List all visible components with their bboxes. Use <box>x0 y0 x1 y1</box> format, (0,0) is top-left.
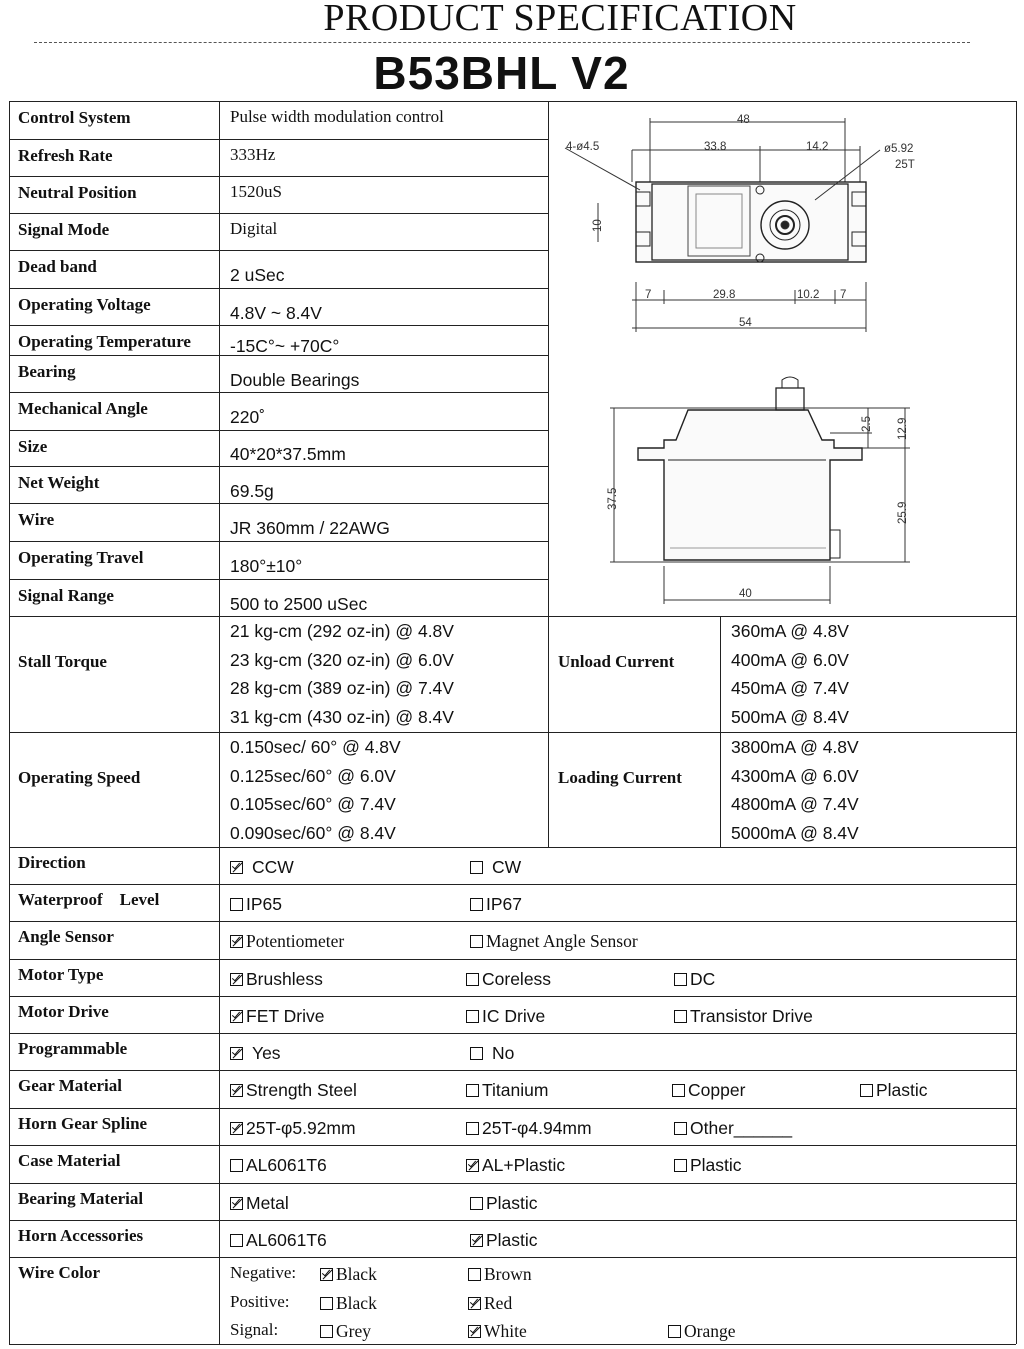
title-divider <box>34 42 970 43</box>
unchecked-box-icon <box>466 973 479 986</box>
option-checkbox[interactable] <box>674 1118 792 1139</box>
grid-line <box>219 101 220 1344</box>
option-text: IP65 <box>246 894 282 914</box>
unchecked-box-icon <box>674 1010 687 1023</box>
speed-value: 0.125sec/60° @ 6.0V <box>230 765 396 786</box>
option-checkbox[interactable] <box>466 1155 565 1176</box>
wire-color-text: Black <box>336 1264 377 1284</box>
wire-color-text: Grey <box>336 1321 371 1341</box>
checked-box-icon <box>466 1159 479 1172</box>
checked-box-icon <box>470 1234 483 1247</box>
wire-color-checkbox[interactable] <box>468 1264 532 1285</box>
unchecked-box-icon <box>466 1122 479 1135</box>
stall-right-label: Unload Current <box>558 652 675 671</box>
unchecked-box-icon <box>320 1297 333 1310</box>
option-checkbox[interactable] <box>230 931 344 952</box>
grid-line <box>9 579 548 580</box>
spec-label: Wire <box>18 510 55 529</box>
wire-color-label: Wire Color <box>18 1263 100 1282</box>
unchecked-box-icon <box>674 973 687 986</box>
unchecked-box-icon <box>470 935 483 948</box>
wire-color-checkbox[interactable] <box>320 1321 371 1342</box>
grid-line <box>9 1145 1016 1146</box>
grid-line <box>9 959 1016 960</box>
stall-value: 23 kg-cm (320 oz-in) @ 6.0V <box>230 649 454 670</box>
spec-value: 40*20*37.5mm <box>230 444 346 464</box>
dim-48: 48 <box>737 114 750 126</box>
wire-color-checkbox[interactable] <box>668 1321 736 1342</box>
dim-37-5: 37.5 <box>607 487 619 510</box>
spec-value: 333Hz <box>230 145 276 164</box>
grid-line <box>9 325 548 326</box>
grid-line <box>9 732 1016 733</box>
unchecked-box-icon <box>466 1084 479 1097</box>
grid-line <box>9 250 548 251</box>
option-label: Horn Gear Spline <box>18 1114 148 1133</box>
option-checkbox[interactable] <box>672 1080 745 1101</box>
dim-25-9: 25.9 <box>897 501 909 524</box>
grid-line <box>9 847 1016 848</box>
spec-value: Digital <box>230 219 278 238</box>
document-title: PRODUCT SPECIFICATION <box>323 0 797 39</box>
grid-line <box>720 616 721 847</box>
wire-color-text: Black <box>336 1292 377 1313</box>
option-text: Potentiometer <box>246 931 345 951</box>
spec-value: 2 uSec <box>230 265 285 285</box>
option-text: Plastic <box>486 1230 538 1250</box>
spec-value: Double Bearings <box>230 370 360 390</box>
option-checkbox[interactable] <box>230 1230 327 1251</box>
servo-dimension-drawing <box>549 102 1015 616</box>
spec-label: Operating Voltage <box>18 295 151 314</box>
option-text: Plastic <box>486 1193 538 1213</box>
option-checkbox[interactable] <box>674 1155 742 1176</box>
option-text: 25T-φ5.92mm <box>246 1118 356 1138</box>
unchecked-box-icon <box>860 1084 873 1097</box>
spec-label: Net Weight <box>18 473 100 492</box>
option-text: Brushless <box>246 969 323 989</box>
wire-color-checkbox[interactable] <box>468 1293 512 1314</box>
grid-line <box>9 921 1016 922</box>
grid-line <box>9 1108 1016 1109</box>
wire-color-text: White <box>484 1321 527 1341</box>
checked-box-icon <box>230 861 243 874</box>
stall-right-value: 500mA @ 8.4V <box>731 706 849 727</box>
unchecked-box-icon <box>230 1234 243 1247</box>
grid-line <box>1016 101 1017 1344</box>
spec-label: Signal Range <box>18 586 114 605</box>
wire-color-text: Orange <box>684 1321 736 1341</box>
option-checkbox[interactable] <box>230 857 294 878</box>
spec-value: 69.5g <box>230 481 274 501</box>
checked-box-icon <box>230 1122 243 1135</box>
grid-line <box>9 101 10 1344</box>
stall-value: 28 kg-cm (389 oz-in) @ 7.4V <box>230 678 454 699</box>
option-checkbox[interactable] <box>230 1080 357 1101</box>
option-text: Strength Steel <box>246 1080 357 1100</box>
dim-40: 40 <box>739 588 752 600</box>
grid-line <box>9 176 548 177</box>
dim-spline-dia: ø5.92 <box>884 143 914 155</box>
option-label: Angle Sensor <box>18 927 114 946</box>
stall-value: 21 kg-cm (292 oz-in) @ 4.8V <box>230 621 454 641</box>
dim-14-2: 14.2 <box>806 141 829 153</box>
speed-right-value: 4300mA @ 6.0V <box>731 765 859 786</box>
option-checkbox[interactable] <box>466 1006 545 1027</box>
unchecked-box-icon <box>674 1122 687 1135</box>
option-checkbox[interactable] <box>230 1006 324 1027</box>
wire-color-checkbox[interactable] <box>320 1264 377 1285</box>
grid-line <box>9 213 548 214</box>
option-text: Plastic <box>876 1080 928 1100</box>
spec-label: Mechanical Angle <box>18 399 148 418</box>
option-checkbox[interactable] <box>470 931 638 952</box>
unchecked-box-icon <box>466 1010 479 1023</box>
spec-label: Control System <box>18 108 131 127</box>
unchecked-box-icon <box>230 1159 243 1172</box>
checked-box-icon <box>230 1010 243 1023</box>
option-text: FET Drive <box>246 1006 325 1026</box>
stall-value: 31 kg-cm (430 oz-in) @ 8.4V <box>230 706 454 727</box>
checked-box-icon <box>230 935 243 948</box>
speed-value: 0.105sec/60° @ 7.4V <box>230 794 396 815</box>
option-text: Transistor Drive <box>690 1006 813 1026</box>
option-text: CW <box>492 857 522 877</box>
grid-line <box>9 1220 1016 1221</box>
option-text: Magnet Angle Sensor <box>486 931 638 951</box>
dim-33-8: 33.8 <box>704 141 727 153</box>
wire-row-name: Negative: <box>230 1263 297 1282</box>
option-checkbox[interactable] <box>470 1193 538 1214</box>
option-text: 25T-φ4.94mm <box>482 1118 592 1138</box>
option-text: AL+Plastic <box>482 1155 566 1175</box>
option-text: IC Drive <box>482 1006 546 1026</box>
grid-line <box>9 1183 1016 1184</box>
option-checkbox[interactable] <box>860 1080 928 1101</box>
spec-value: 1520uS <box>230 182 282 201</box>
stall-right-value: 400mA @ 6.0V <box>731 649 849 670</box>
dim-spline-teeth: 25T <box>895 159 915 171</box>
unchecked-box-icon <box>674 1159 687 1172</box>
option-checkbox[interactable] <box>466 1080 548 1101</box>
option-label: Motor Type <box>18 965 104 984</box>
option-label: Programmable <box>18 1039 128 1058</box>
wire-color-text: Brown <box>484 1264 532 1284</box>
unchecked-box-icon <box>230 898 243 911</box>
spec-label: Neutral Position <box>18 183 137 202</box>
option-checkbox[interactable] <box>230 1155 327 1176</box>
option-checkbox[interactable] <box>470 857 521 878</box>
checked-box-icon <box>230 1084 243 1097</box>
spec-label: Refresh Rate <box>18 146 113 165</box>
speed-value: 0.150sec/ 60° @ 4.8V <box>230 737 401 757</box>
spec-value: 180°±10° <box>230 556 303 576</box>
grid-line <box>9 288 548 289</box>
grid-line <box>9 884 1016 885</box>
checked-box-icon <box>468 1297 481 1310</box>
speed-right-value: 3800mA @ 4.8V <box>731 737 859 757</box>
unchecked-box-icon <box>470 861 483 874</box>
option-text: AL6061T6 <box>246 1230 327 1250</box>
stall-label: Stall Torque <box>18 652 107 671</box>
option-text: Plastic <box>690 1155 742 1175</box>
option-checkbox[interactable] <box>230 1043 281 1064</box>
spec-value: JR 360mm / 22AWG <box>230 518 390 538</box>
option-text: Titanium <box>482 1080 549 1100</box>
option-text: No <box>492 1043 515 1063</box>
spec-value: Pulse width modulation control <box>230 107 444 126</box>
option-checkbox[interactable] <box>470 894 522 915</box>
checked-box-icon <box>230 1197 243 1210</box>
dim-10-2: 10.2 <box>797 289 820 301</box>
option-checkbox[interactable] <box>466 1118 592 1139</box>
unchecked-box-icon <box>468 1268 481 1281</box>
option-text: CCW <box>252 857 294 877</box>
unchecked-box-icon <box>470 898 483 911</box>
grid-line <box>9 1033 1016 1034</box>
checked-box-icon <box>230 973 243 986</box>
option-checkbox[interactable] <box>674 1006 813 1027</box>
dim-54: 54 <box>739 317 752 329</box>
option-text: Yes <box>252 1043 281 1063</box>
spec-label: Signal Mode <box>18 220 110 239</box>
wire-color-checkbox[interactable] <box>320 1293 377 1314</box>
spec-label: Dead band <box>18 257 97 276</box>
grid-line <box>9 1257 1016 1258</box>
dim-12-9: 12.9 <box>897 417 909 440</box>
option-checkbox[interactable] <box>466 969 551 990</box>
checked-box-icon <box>230 1047 243 1060</box>
dim-7a: 7 <box>645 289 652 301</box>
spec-label: Bearing <box>18 362 76 381</box>
stall-right-value: 450mA @ 7.4V <box>731 678 849 699</box>
option-label: Case Material <box>18 1151 121 1170</box>
unchecked-box-icon <box>668 1325 681 1338</box>
grid-line <box>9 1344 1016 1345</box>
option-checkbox[interactable] <box>230 1118 356 1139</box>
option-label: Bearing Material <box>18 1189 144 1208</box>
dim-7b: 7 <box>840 289 847 301</box>
spec-label: Operating Temperature <box>18 332 191 351</box>
model-name: B53BHL V2 <box>373 47 630 99</box>
dim-holes: 4-ø4.5 <box>566 141 600 153</box>
checked-box-icon <box>320 1268 333 1281</box>
dim-2-5: 2.5 <box>861 416 873 432</box>
speed-right-value: 5000mA @ 8.4V <box>731 822 859 843</box>
stall-right-value: 360mA @ 4.8V <box>731 621 849 641</box>
option-checkbox[interactable] <box>470 1043 514 1064</box>
grid-line <box>9 503 548 504</box>
grid-line <box>9 392 548 393</box>
option-text: Other______ <box>690 1118 793 1138</box>
speed-value: 0.090sec/60° @ 8.4V <box>230 822 396 843</box>
wire-row-name: Positive: <box>230 1291 290 1311</box>
grid-line <box>9 541 548 542</box>
grid-line <box>9 996 1016 997</box>
dim-10: 10 <box>592 219 604 232</box>
wire-color-checkbox[interactable] <box>468 1321 527 1342</box>
option-checkbox[interactable] <box>230 1193 289 1214</box>
wire-color-text: Red <box>484 1292 513 1313</box>
grid-line <box>9 139 548 140</box>
side-view-drawing <box>610 377 910 604</box>
unchecked-box-icon <box>470 1197 483 1210</box>
grid-line <box>9 616 1016 617</box>
option-checkbox[interactable] <box>230 969 323 990</box>
grid-line <box>9 466 548 467</box>
option-label: Direction <box>18 853 86 872</box>
spec-value: 4.8V ~ 8.4V <box>230 303 322 323</box>
option-label: Horn Accessories <box>18 1226 144 1245</box>
grid-line <box>9 1070 1016 1071</box>
option-label: Motor Drive <box>18 1002 109 1021</box>
spec-label: Operating Travel <box>18 548 144 567</box>
option-text: DC <box>690 969 716 989</box>
checked-box-icon <box>468 1325 481 1338</box>
spec-value: 220˚ <box>230 407 266 427</box>
option-text: IP67 <box>486 894 522 914</box>
unchecked-box-icon <box>470 1047 483 1060</box>
wire-row-name: Signal: <box>230 1320 279 1339</box>
option-text: Coreless <box>482 969 552 989</box>
option-text: Metal <box>246 1193 289 1213</box>
option-checkbox[interactable] <box>470 1230 538 1251</box>
option-text: AL6061T6 <box>246 1155 327 1175</box>
speed-label: Operating Speed <box>18 768 141 787</box>
speed-right-label: Loading Current <box>558 768 682 787</box>
grid-line <box>9 430 548 431</box>
spec-value: -15C°~ +70C° <box>230 336 340 356</box>
dim-29-8: 29.8 <box>713 289 736 301</box>
speed-right-value: 4800mA @ 7.4V <box>731 794 859 815</box>
option-checkbox[interactable] <box>230 894 282 915</box>
option-label: Gear Material <box>18 1076 123 1095</box>
option-text: Copper <box>688 1080 746 1100</box>
option-label: Waterproof Level <box>18 890 160 909</box>
option-checkbox[interactable] <box>674 969 715 990</box>
unchecked-box-icon <box>672 1084 685 1097</box>
spec-label: Size <box>18 437 48 456</box>
spec-value: 500 to 2500 uSec <box>230 594 368 614</box>
unchecked-box-icon <box>320 1325 333 1338</box>
